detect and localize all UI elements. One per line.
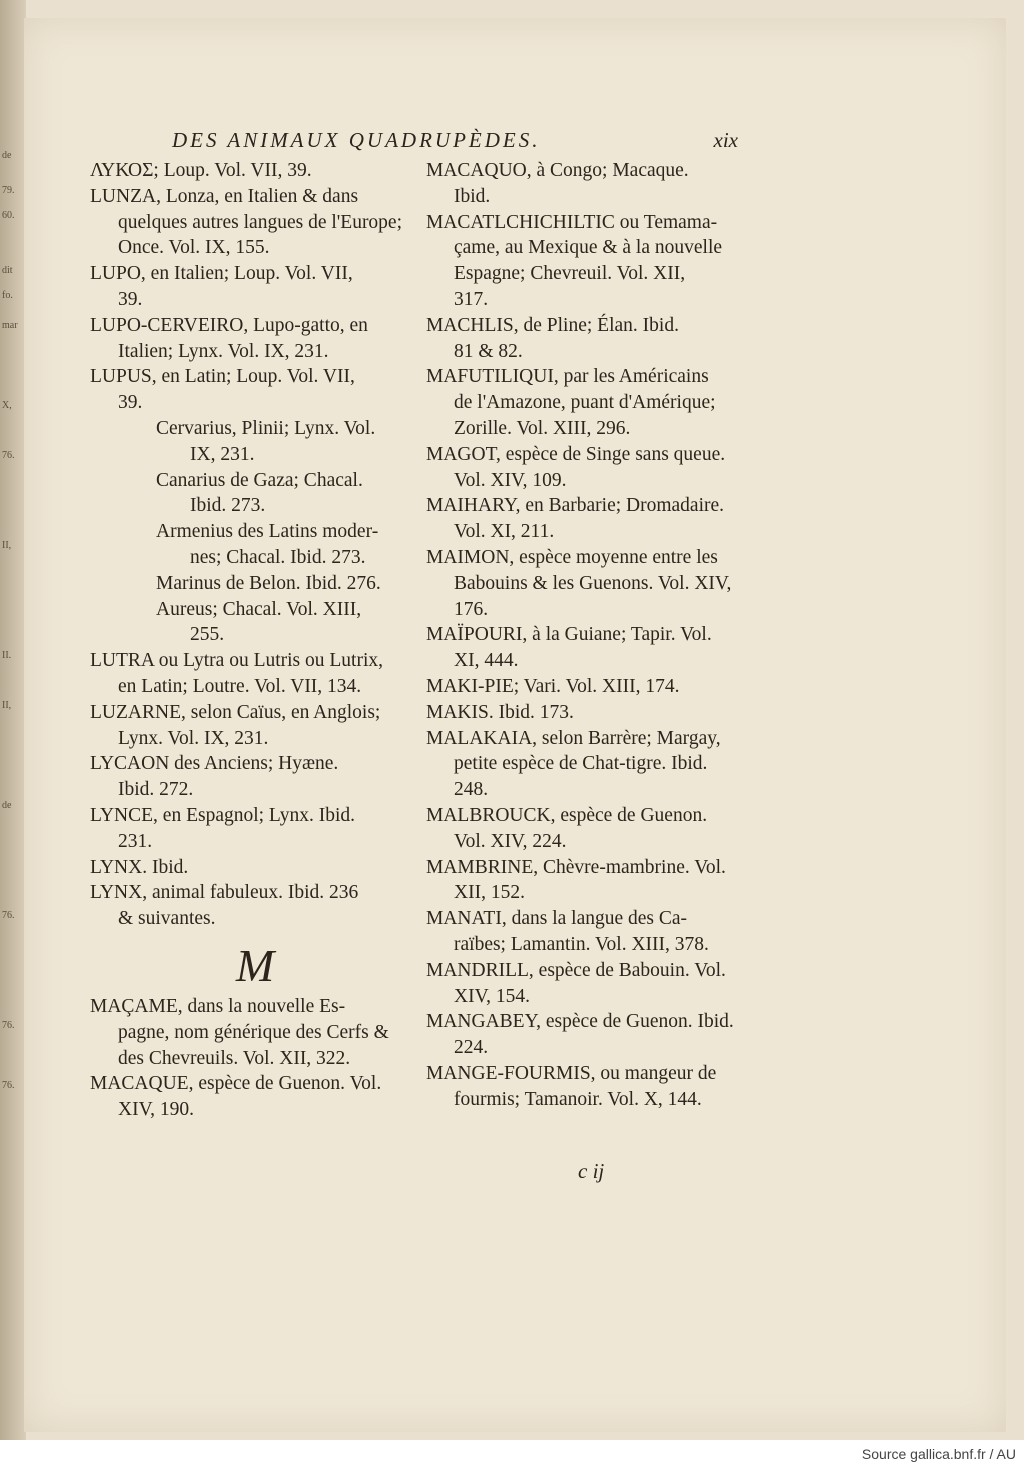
index-entry — [90, 571, 400, 597]
gutter-mark: 76. — [2, 1020, 15, 1031]
index-entry — [426, 442, 738, 494]
running-header — [172, 128, 738, 156]
gutter-mark: dit — [2, 265, 13, 276]
index-entry — [426, 700, 738, 726]
entry-line: 39. — [118, 392, 143, 414]
entry-line: MACHLIS, de Pline; Élan. Ibid. — [426, 314, 679, 336]
entry-line: MAÇAME, dans la nouvelle Es- — [90, 995, 346, 1017]
entry-line: 255. — [190, 624, 225, 646]
entry-line: Lynx. Vol. IX, 231. — [118, 727, 269, 749]
entry-line: LUTRA ou Lytra ou Lutris ou Lutrix, — [90, 650, 384, 672]
entry-line: Canarius de Gaza; Chacal. — [156, 469, 363, 491]
header-title: DES ANIMAUX QUADRUPÈDES. — [172, 128, 541, 152]
index-entry — [90, 158, 400, 184]
entry-line: MAIHARY, en Barbarie; Dromadaire. — [426, 495, 725, 517]
section-letter-m: M — [235, 939, 275, 991]
index-entry — [426, 210, 738, 313]
index-entry — [90, 468, 400, 520]
entry-line: MALBROUCK, espèce de Guenon. — [426, 804, 708, 826]
entry-line: MAIMON, espèce moyenne entre les — [426, 546, 718, 568]
binding-gutter — [0, 0, 26, 1440]
index-entry — [90, 416, 400, 468]
entry-line: LYNX. Ibid. — [90, 856, 189, 878]
entry-line: XI, 444. — [454, 650, 519, 672]
entry-line: MANGABEY, espèce de Guenon. Ibid. — [426, 1011, 734, 1033]
signature-mark: c ij — [578, 1159, 605, 1183]
entry-line: & suivantes. — [118, 908, 216, 930]
entry-line: Babouins & les Guenons. Vol. XIV, — [454, 572, 732, 594]
entry-line: quelques autres langues de l'Europe; — [118, 211, 403, 233]
entry-line: MAKIS. Ibid. 173. — [426, 701, 574, 723]
page-number: xix — [713, 128, 738, 152]
entry-line: LUNZA, Lonza, en Italien & dans — [90, 185, 359, 207]
entry-line: Vol. XIV, 109. — [454, 469, 567, 491]
index-entry — [426, 958, 738, 1010]
entry-line: Vol. XI, 211. — [454, 521, 555, 543]
entry-line: petite espèce de Chat-tigre. Ibid. — [454, 753, 708, 775]
entry-line: Vol. XIV, 224. — [454, 830, 567, 852]
entry-line: MAMBRINE, Chèvre-mambrine. Vol. — [426, 856, 726, 878]
entry-line: LUZARNE, selon Caïus, en Anglois; — [90, 701, 381, 723]
entry-line: MAKI-PIE; Vari. Vol. XIII, 174. — [426, 675, 680, 697]
gutter-mark: 76. — [2, 910, 15, 921]
index-entry — [426, 313, 738, 365]
index-entry — [426, 1061, 738, 1113]
entry-line: ΛΥΚΟΣ; Loup. Vol. VII, 39. — [90, 160, 312, 181]
entry-line: Once. Vol. IX, 155. — [118, 237, 270, 259]
entry-line: LYNCE, en Espagnol; Lynx. Ibid. — [90, 804, 356, 826]
entry-line: XIV, 190. — [118, 1099, 195, 1121]
entry-line: MANGE-FOURMIS, ou mangeur de — [426, 1062, 717, 1084]
index-entry — [426, 158, 738, 210]
index-entry — [426, 622, 738, 674]
index-entry — [90, 261, 400, 313]
entry-line: XIV, 154. — [454, 985, 531, 1007]
entry-line: Marinus de Belon. Ibid. 276. — [156, 572, 381, 594]
source-credit[interactable]: Source gallica.bnf.fr / AU — [861, 1446, 1016, 1462]
entry-line: Ibid. — [454, 185, 491, 207]
entry-line: LYNX, animal fabuleux. Ibid. 236 — [90, 882, 359, 904]
entry-line: 81 & 82. — [454, 340, 523, 362]
gutter-mark: 76. — [2, 1080, 15, 1091]
index-entry — [426, 545, 738, 622]
index-entry — [426, 855, 738, 907]
index-entry — [426, 364, 738, 441]
gutter-mark: fo. — [2, 290, 13, 301]
entry-line: en Latin; Loutre. Vol. VII, 134. — [118, 675, 362, 697]
index-entry — [90, 751, 400, 803]
entry-line: MACATLCHICHILTIC ou Temama- — [426, 211, 718, 233]
entry-line: de l'Amazone, puant d'Amérique; — [454, 392, 716, 414]
entry-line: fourmis; Tamanoir. Vol. X, 144. — [454, 1088, 702, 1110]
index-entry — [90, 994, 400, 1071]
entry-line: pagne, nom générique des Cerfs & — [118, 1021, 389, 1043]
index-entry — [90, 855, 400, 881]
entry-line: XII, 152. — [454, 882, 525, 904]
entry-line: MANDRILL, espèce de Babouin. Vol. — [426, 959, 726, 981]
source-bar — [0, 1440, 1024, 1471]
index-entry — [90, 648, 400, 700]
entry-line: IX, 231. — [190, 443, 255, 465]
entry-line: Ibid. 272. — [118, 779, 194, 801]
entry-line: 231. — [118, 830, 153, 852]
entry-line: LUPO-CERVEIRO, Lupo-gatto, en — [90, 314, 368, 336]
right-column — [426, 158, 738, 1112]
entry-line: LYCAON des Anciens; Hyæne. — [90, 753, 339, 775]
entry-line: çame, au Mexique & à la nouvelle — [454, 237, 723, 259]
entry-line: MACAQUE, espèce de Guenon. Vol. — [90, 1073, 382, 1095]
index-entry — [426, 726, 738, 803]
index-entry — [426, 493, 738, 545]
entry-line: des Chevreuils. Vol. XII, 322. — [118, 1047, 351, 1069]
entry-line: Cervarius, Plinii; Lynx. Vol. — [156, 417, 376, 439]
gutter-mark: 76. — [2, 450, 15, 461]
entry-line: MAGOT, espèce de Singe sans queue. — [426, 443, 726, 465]
entry-line: 176. — [454, 598, 489, 620]
entry-line: LUPUS, en Latin; Loup. Vol. VII, — [90, 366, 355, 388]
left-column — [90, 158, 403, 1123]
entry-line: Ibid. 273. — [190, 495, 266, 517]
entry-line: MANATI, dans la langue des Ca- — [426, 908, 688, 930]
index-entry — [426, 906, 738, 958]
index-entry — [90, 803, 400, 855]
entry-line: Zorille. Vol. XIII, 296. — [454, 417, 631, 439]
index-entry — [426, 674, 738, 700]
index-entry — [90, 184, 403, 261]
index-entry — [90, 700, 400, 752]
index-entry — [426, 1009, 738, 1061]
entry-line: 248. — [454, 779, 489, 801]
entry-line: Italien; Lynx. Vol. IX, 231. — [118, 340, 329, 362]
index-entry — [90, 313, 400, 365]
entry-line: 39. — [118, 288, 143, 310]
index-entry — [90, 519, 400, 571]
index-entry — [90, 1071, 400, 1123]
entry-line: 317. — [454, 288, 489, 310]
index-entry — [90, 364, 400, 416]
gutter-mark: 79. — [2, 185, 15, 196]
gutter-mark: mar — [2, 320, 18, 331]
gutter-mark: 60. — [2, 210, 15, 221]
gutter-mark: X, — [2, 400, 12, 411]
entry-line: LUPO, en Italien; Loup. Vol. VII, — [90, 263, 353, 285]
entry-line: MALAKAIA, selon Barrère; Margay, — [426, 727, 721, 749]
entry-line: nes; Chacal. Ibid. 273. — [190, 546, 366, 568]
entry-line: Aureus; Chacal. Vol. XIII, — [156, 598, 362, 620]
gutter-mark: II, — [2, 700, 12, 711]
gutter-mark: II. — [2, 650, 12, 661]
index-entry — [90, 880, 400, 932]
index-entry — [426, 803, 738, 855]
index-entry — [90, 597, 400, 649]
gutter-mark: II, — [2, 540, 12, 551]
entry-line: raïbes; Lamantin. Vol. XIII, 378. — [454, 933, 709, 955]
gutter-mark: de — [2, 800, 12, 811]
entry-line: 224. — [454, 1037, 489, 1059]
entry-line: MAÏPOURI, à la Guiane; Tapir. Vol. — [426, 624, 712, 646]
entry-line: Espagne; Chevreuil. Vol. XII, — [454, 263, 686, 285]
entry-line: MAFUTILIQUI, par les Américains — [426, 366, 709, 388]
entry-line: Armenius des Latins moder- — [156, 521, 379, 543]
entry-line: MACAQUO, à Congo; Macaque. — [426, 160, 689, 181]
gutter-mark: de — [2, 150, 12, 161]
